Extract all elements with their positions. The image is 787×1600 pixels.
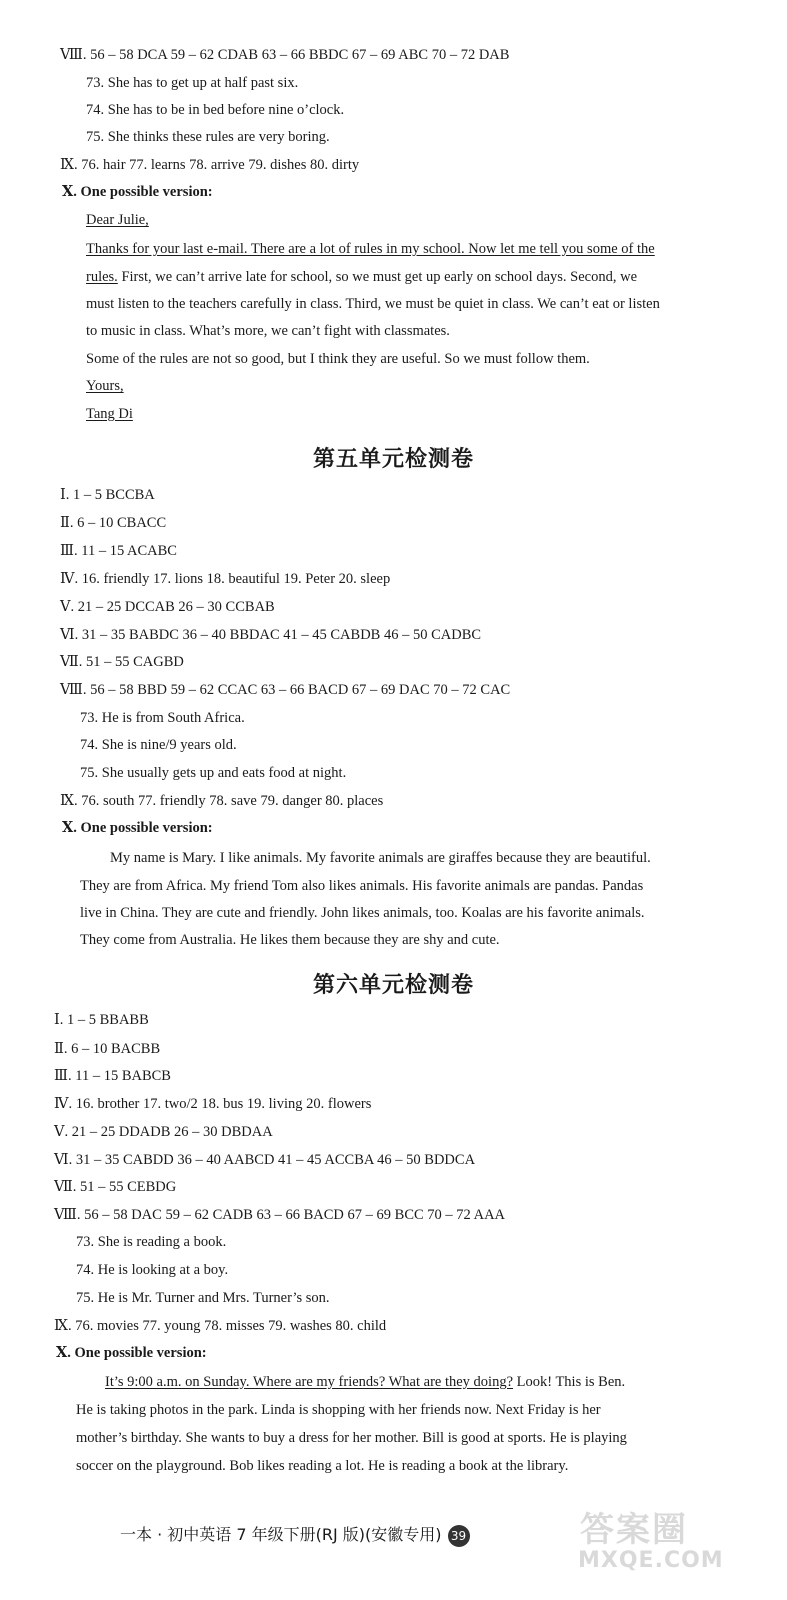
u5-essay-line1: My name is Mary. I like animals. My favorite animals are giraffes because they are beautiful.: [110, 850, 651, 866]
u6-essay-line1: [105, 1372, 625, 1392]
u4-letter-line2: [86, 267, 637, 287]
u5-answer-73: 73. He is from South Africa.: [80, 710, 245, 726]
watermark-url: MXQE.COM: [578, 1548, 724, 1573]
u4-letter-line2-rest: First, we can’t arrive late for school, so we must get up early on school days. Second, we: [117, 269, 638, 285]
u6-answer-73: 73. She is reading a book.: [76, 1234, 227, 1250]
u5-row-4: Ⅳ. 16. friendly 17. lions 18. beautiful 19. Peter 20. sleep: [60, 571, 391, 587]
u5-essay-line4: They come from Australia. He likes them because they are shy and cute.: [80, 932, 500, 948]
u4-letter-greeting: Dear Julie,: [86, 212, 149, 228]
u6-row-9: Ⅸ. 76. movies 77. young 78. misses 79. washes 80. child: [54, 1318, 387, 1334]
page-number: 39: [448, 1525, 470, 1547]
u5-row-2: Ⅱ. 6 – 10 CBACC: [60, 515, 167, 531]
watermark-logo: 答案圈: [580, 1510, 688, 1550]
u6-row-8: Ⅷ. 56 – 58 DAC 59 – 62 CADB 63 – 66 BACD 67 – 69 BCC 70 – 72 AAA: [54, 1207, 506, 1223]
u5-row-1: Ⅰ. 1 – 5 BCCBA: [60, 487, 155, 503]
unit5-title: 第五单元检测卷: [312, 447, 474, 472]
u6-essay-line4: soccer on the playground. Bob likes reading a lot. He is reading a book at the library.: [76, 1458, 569, 1474]
page-footer: [120, 1522, 470, 1547]
u5-essay-line3: live in China. They are cute and friendly. John likes animals, too. Koalas are his favorite animals.: [80, 905, 645, 921]
u6-essay-line3: mother’s birthday. She wants to buy a dress for her mother. Bill is good at sports. He is playing: [76, 1430, 627, 1446]
u6-essay-line1-underlined: It’s 9:00 a.m. on Sunday. Where are my friends? What are they doing?: [105, 1374, 514, 1390]
u6-answer-75: 75. He is Mr. Turner and Mrs. Turner’s son.: [76, 1290, 330, 1306]
u6-row-6: Ⅵ. 31 – 35 CABDD 36 – 40 AABCD 41 – 45 ACCBA 46 – 50 BDDCA: [54, 1152, 476, 1168]
u6-essay-line2: He is taking photos in the park. Linda is shopping with her friends now. Next Friday is her: [76, 1402, 601, 1418]
u5-row-8: Ⅷ. 56 – 58 BBD 59 – 62 CCAC 63 – 66 BACD 67 – 69 DAC 70 – 72 CAC: [60, 682, 511, 698]
u6-row-3: Ⅲ. 11 – 15 BABCB: [54, 1068, 171, 1084]
u6-row-1: Ⅰ. 1 – 5 BBABB: [54, 1012, 149, 1028]
unit6-title: 第六单元检测卷: [312, 973, 474, 998]
u4-letter-line1: Thanks for your last e-mail. There are a lot of rules in my school. Now let me tell you some of the: [86, 241, 655, 257]
u6-row-10: Ⅹ. One possible version:: [56, 1345, 207, 1361]
u5-row-6: Ⅵ. 31 – 35 BABDC 36 – 40 BBDAC 41 – 45 CABDB 46 – 50 CADBC: [60, 627, 482, 643]
u5-essay-line2: They are from Africa. My friend Tom also likes animals. His favorite animals are pandas. Pandas: [80, 878, 644, 894]
u6-row-7: Ⅶ. 51 – 55 CEBDG: [54, 1179, 177, 1195]
u4-letter-line3: must listen to the teachers carefully in class. Third, we must be quiet in class. We can’t eat or listen: [86, 296, 660, 312]
u6-answer-74: 74. He is looking at a boy.: [76, 1262, 229, 1278]
u4-answer-74: 74. She has to be in bed before nine o’clock.: [86, 102, 345, 118]
u4-letter-signature: Tang Di: [86, 406, 133, 422]
footer-book-title: 一本 · 初中英语 7 年级下册(RJ 版)(安徽专用): [120, 1525, 442, 1544]
u4-letter-closing: Yours,: [86, 378, 124, 394]
u4-row-10: Ⅹ. One possible version:: [62, 184, 213, 200]
u5-row-9: Ⅸ. 76. south 77. friendly 78. save 79. danger 80. places: [60, 793, 384, 809]
u5-row-3: Ⅲ. 11 – 15 ACABC: [60, 543, 177, 559]
u6-row-4: Ⅳ. 16. brother 17. two/2 18. bus 19. living 20. flowers: [54, 1096, 372, 1112]
u4-answer-73: 73. She has to get up at half past six.: [86, 75, 299, 91]
u5-answer-74: 74. She is nine/9 years old.: [80, 737, 237, 753]
u4-row-8: Ⅷ. 56 – 58 DCA 59 – 62 CDAB 63 – 66 BBDC 67 – 69 ABC 70 – 72 DAB: [60, 47, 510, 63]
u4-letter-line2-underlined: rules.: [86, 269, 118, 285]
u6-row-2: Ⅱ. 6 – 10 BACBB: [54, 1041, 161, 1057]
u5-row-10: Ⅹ. One possible version:: [62, 820, 213, 836]
u5-row-7: Ⅶ. 51 – 55 CAGBD: [60, 654, 184, 670]
u5-answer-75: 75. She usually gets up and eats food at night.: [80, 765, 347, 781]
u6-essay-line1-rest: Look! This is Ben.: [513, 1374, 626, 1390]
u4-letter-line4: to music in class. What’s more, we can’t fight with classmates.: [86, 323, 450, 339]
u4-letter-line5: Some of the rules are not so good, but I think they are useful. So we must follow them.: [86, 351, 590, 367]
u4-answer-75: 75. She thinks these rules are very boring.: [86, 129, 330, 145]
u6-row-5: Ⅴ. 21 – 25 DDADB 26 – 30 DBDAA: [54, 1124, 273, 1140]
u5-row-5: Ⅴ. 21 – 25 DCCAB 26 – 30 CCBAB: [60, 599, 275, 615]
u4-row-9: Ⅸ. 76. hair 77. learns 78. arrive 79. dishes 80. dirty: [60, 157, 360, 173]
